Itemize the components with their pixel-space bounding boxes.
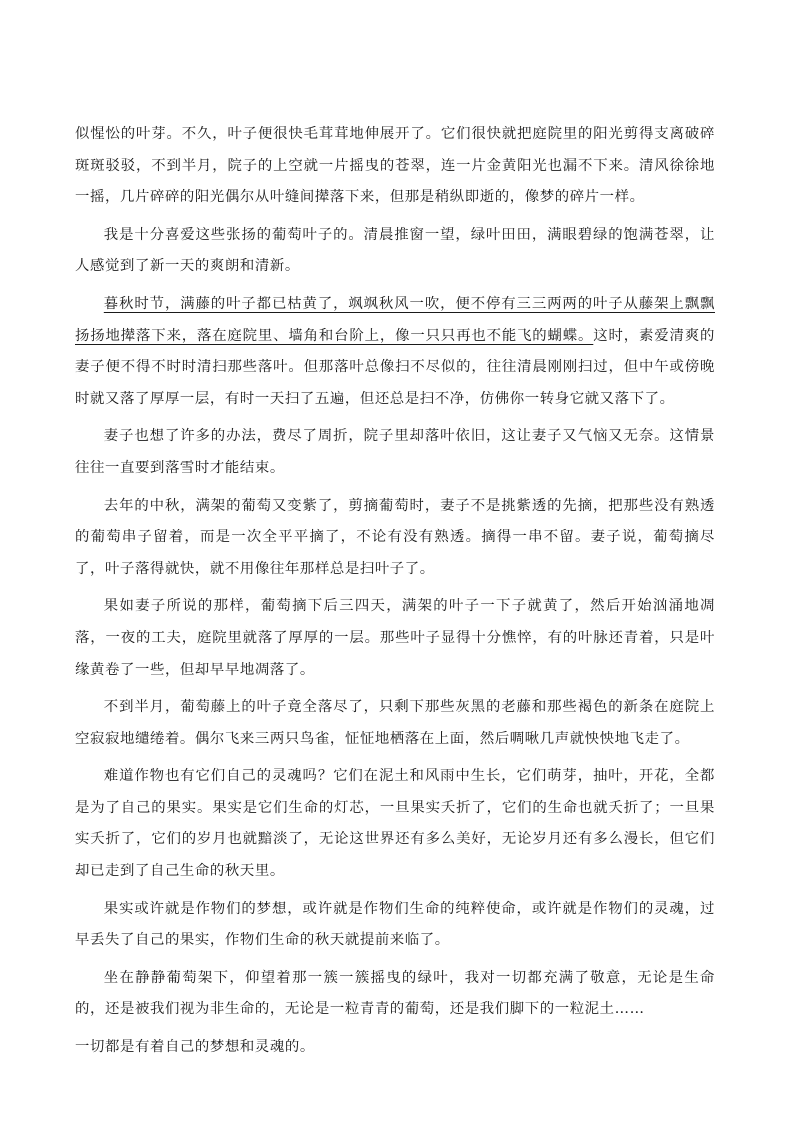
paragraph-text: 果实或许就是作物们的梦想，或许就是作物们生命的纯粹使命，或许就是作物们的灵魂，过早丢失了自己的果实，作物们生命的秋天就提前来临了。 — [75, 900, 715, 949]
paragraph-text: 这时，素爱清爽的妻子便不得不时时清扫那些落叶。但那落叶总像扫不尽似的，往往清晨刚刚扫过，但中午或傍晚时就又落了厚厚一层，有时一天扫了五遍，但还总是扫不净，仿佛你一转身它就又落下了。 — [75, 327, 715, 407]
paragraph-text: 我是十分喜爱这些张扬的葡萄叶子的。清晨推窗一望，绿叶田田，满眼碧绿的饱满苍翠，让人感觉到了新一天的爽朗和清新。 — [75, 226, 715, 275]
paragraph-10 — [75, 963, 715, 1026]
paragraph-text: 似惺忪的叶芽。不久，叶子便很快毛茸茸地伸展开了。它们很快就把庭院里的阳光剪得支离破碎斑斑驳驳，不到半月，院子的上空就一片摇曳的苍翠，连一片金黄阳光也漏不下来。清风徐徐地一摇，几片碎碎的阳光偶尔从叶缝间撵落下来，但那是稍纵即逝的，像梦的碎片一样。 — [75, 126, 715, 206]
paragraph-3 — [75, 289, 715, 415]
paragraph-text: 一切都是有着自己的梦想和灵魂的。 — [75, 1039, 315, 1056]
paragraph-8 — [75, 761, 715, 887]
paragraph-5 — [75, 491, 715, 586]
paragraph-text: 坐在静静葡萄架下，仰望着那一簇一簇摇曳的绿叶，我对一切都充满了敬意，无论是生命的，还是被我们视为非生命的，无论是一粒青青的葡萄，还是我们脚下的一粒泥土…… — [75, 969, 715, 1018]
paragraph-7 — [75, 692, 715, 755]
paragraph-text: 果如妻子所说的那样，葡萄摘下后三四天，满架的叶子一下子就黄了，然后开始汹涌地凋落，一夜的工夫，庭院里就落了厚厚的一层。那些叶子显得十分憔悴，有的叶脉还青着，只是叶缘黄卷了一些，但却早早地凋落了。 — [75, 598, 715, 678]
article-body — [75, 119, 715, 1070]
underlined-text: 暮秋时节，满藤的叶子都已枯黄了，飒飒秋风一吹，便不停有三三两两的叶子从藤架上飘飘扬扬地撵落下来，落在庭院里、墙角和台阶上，像一只只再也不能飞的蝴蝶。 — [75, 295, 715, 344]
paragraph-6 — [75, 591, 715, 686]
paragraph-1 — [75, 119, 715, 214]
paragraph-9 — [75, 894, 715, 957]
paragraph-2 — [75, 220, 715, 283]
paragraph-text: 难道作物也有它们自己的灵魂吗？它们在泥土和风雨中生长，它们萌芽，抽叶，开花，全都是为了自己的果实。果实是它们生命的灯芯，一旦果实夭折了，它们的生命也就夭折了；一旦果实夭折了，它们的岁月也就黯淡了，无论这世界还有多么美好，无论岁月还有多么漫长，但它们却已走到了自己生命的秋天里。 — [75, 768, 715, 880]
paragraph-text: 不到半月，葡萄藤上的叶子竟全落尽了，只剩下那些灰黑的老藤和那些褐色的新条在庭院上空寂寂地缱绻着。偶尔飞来三两只鸟雀，怔怔地栖落在上面，然后啁啾几声就怏怏地飞走了。 — [75, 699, 715, 747]
paragraph-text: 妻子也想了许多的办法，费尽了周折，院子里却落叶依旧，这让妻子又气恼又无奈。这情景往往一直要到落雪时才能结束。 — [75, 428, 715, 476]
paragraph-4 — [75, 421, 715, 484]
paragraph-11 — [75, 1032, 715, 1064]
paragraph-text: 去年的中秋，满架的葡萄又变紫了，剪摘葡萄时，妻子不是挑紫透的先摘，把那些没有熟透的葡萄串子留着，而是一次全平平摘了，不论有没有熟透。摘得一串不留。妻子说，葡萄摘尽了，叶子落得就快，就不用像往年那样总是扫叶子了。 — [75, 497, 715, 577]
